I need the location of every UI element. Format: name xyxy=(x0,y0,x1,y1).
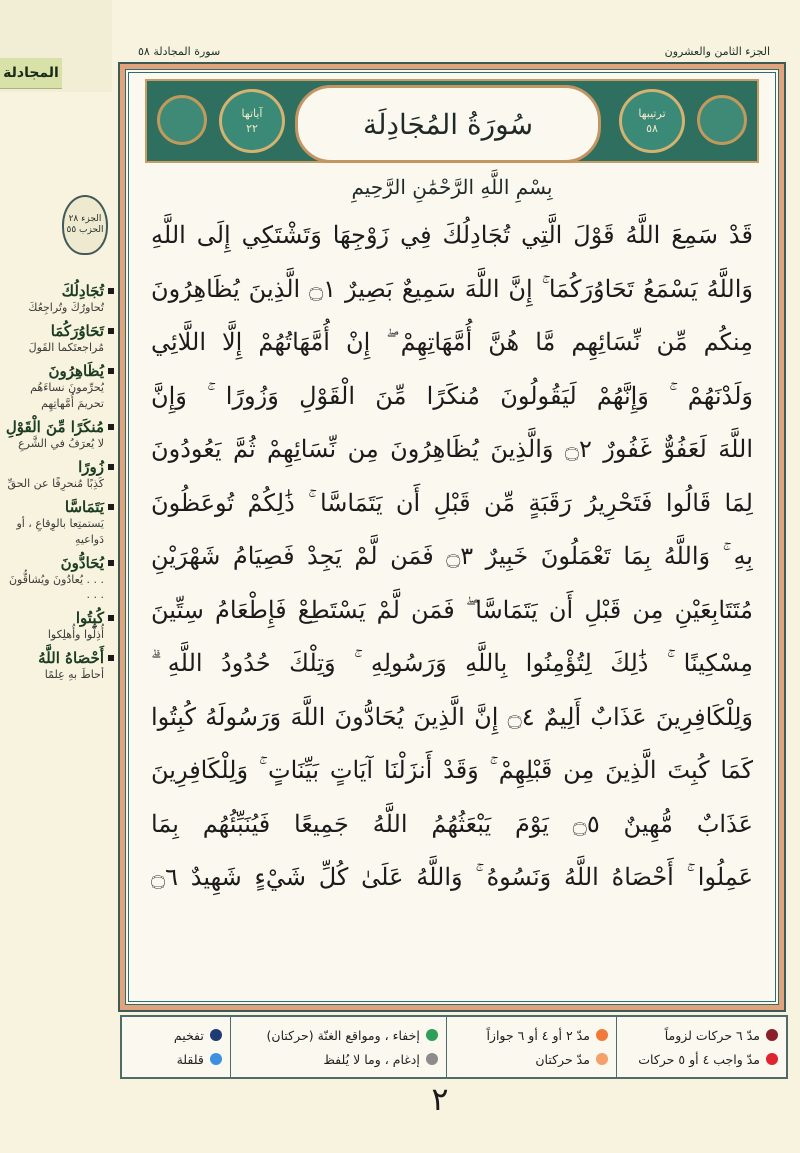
header-surah: سورة المجادلة ٥٨ xyxy=(134,45,224,63)
glossary-definition: تُحاورُكَ وتُراجِعُكَ xyxy=(28,301,104,314)
bullet-icon xyxy=(108,655,114,661)
legend-column xyxy=(616,1017,786,1077)
juz-medallion xyxy=(62,195,108,255)
glossary-term: يُحَادُّونَ xyxy=(60,553,104,572)
ayat-count-value: ٢٢ xyxy=(246,122,258,135)
legend-item xyxy=(455,1052,608,1067)
glossary-entry xyxy=(2,362,114,412)
glossary-entry xyxy=(2,609,114,643)
legend-column xyxy=(122,1017,230,1077)
quran-page-frame xyxy=(118,62,786,1012)
legend-item xyxy=(625,1028,778,1043)
color-dot-icon xyxy=(426,1029,438,1041)
verse-line: قَدْ سَمِعَ اللَّهُ قَوْلَ الَّتِي تُجَادِلُكَ فِي زَوْجِهَا وَتَشْتَكِي إِلَى اللَّهِ xyxy=(151,221,753,249)
legend-item xyxy=(239,1052,438,1067)
glossary-definition: يَستمتِعا بالوِقاعِ ، أو دَواعيهِ xyxy=(16,516,104,546)
ornament-icon xyxy=(697,95,747,145)
glossary-definition: كَذِبًا مُنحرِفًا عن الحقِّ xyxy=(7,476,104,490)
ayat-count-medal xyxy=(219,89,285,153)
verse-line: اللَّهَ لَعَفُوٌّ غَفُورٌ ۝٢ وَالَّذِينَ يُظَاهِرُونَ مِن نِّسَائِهِمْ ثُمَّ يَعُودُونَ xyxy=(151,435,753,463)
surah-title-band xyxy=(145,79,759,163)
verse-line: وَلِلْكَافِرِينَ عَذَابٌ أَلِيمٌ ۝٤ إِنَّ الَّذِينَ يُحَادُّونَ اللَّهَ وَرَسُولَهُ كُبِتُوا xyxy=(151,702,753,731)
bullet-icon xyxy=(108,288,114,294)
legend-column xyxy=(230,1017,446,1077)
legend-label: مدّ واجب ٤ أو ٥ حركات xyxy=(638,1051,760,1067)
legend-item xyxy=(239,1028,438,1043)
glossary-term: يَتَمَاسَّا xyxy=(64,497,104,516)
glossary-sidebar xyxy=(2,282,114,689)
surah-title: سُورَةُ المُجَادِلَة xyxy=(295,85,601,163)
legend-item xyxy=(455,1028,608,1043)
surah-tab[interactable]: المجادلة xyxy=(0,58,62,89)
quran-page-body xyxy=(125,69,779,1005)
glossary-term: زُورًا xyxy=(78,457,104,476)
bullet-icon xyxy=(108,504,114,510)
legend-label: قلقلة xyxy=(176,1051,204,1067)
bullet-icon xyxy=(108,368,114,374)
verse-line: عَذَابٌ مُّهِينٌ ۝٥ يَوْمَ يَبْعَثُهُمُ اللَّهُ جَمِيعًا فَيُنَبِّئُهُم بِمَا xyxy=(151,809,753,838)
legend-label: إدغام ، وما لا يُلفظ xyxy=(323,1051,420,1067)
verse-line: وَاللَّهُ يَسْمَعُ تَحَاوُرَكُمَا ۚ إِنَّ اللَّهَ سَمِيعٌ بَصِيرٌ ۝١ الَّذِينَ يُظَاهِرُونَ xyxy=(151,274,753,303)
basmala: بِسْمِ اللَّهِ الرَّحْمَٰنِ الرَّحِيمِ xyxy=(351,175,553,199)
color-dot-icon xyxy=(766,1053,778,1065)
glossary-entry xyxy=(2,282,114,316)
bullet-icon xyxy=(108,424,114,430)
legend-column xyxy=(446,1017,616,1077)
tajweed-legend xyxy=(120,1015,788,1079)
glossary-term: مُنكَرًا مِّنَ الْقَوْلِ xyxy=(5,417,104,436)
legend-label: مدّ ٦ حركات لزوماً xyxy=(664,1027,760,1043)
color-dot-icon xyxy=(210,1029,222,1041)
color-dot-icon xyxy=(766,1029,778,1041)
color-dot-icon xyxy=(596,1029,608,1041)
glossary-term: يُظَاهِرُونَ xyxy=(48,361,104,380)
verse-line: مِسْكِينًا ۚ ذَٰلِكَ لِتُؤْمِنُوا بِاللَّهِ وَرَسُولِهِ ۚ وَتِلْكَ حُدُودُ اللَّهِ ۗ xyxy=(151,649,753,677)
legend-label: مدّ حركتان xyxy=(535,1051,590,1067)
verse-line: بِهِ ۚ وَاللَّهُ بِمَا تَعْمَلُونَ خَبِيرٌ ۝٣ فَمَن لَّمْ يَجِدْ فَصِيَامُ شَهْرَيْنِ xyxy=(151,542,753,570)
page-number: ٢ xyxy=(431,1080,449,1118)
bullet-icon xyxy=(108,464,114,470)
juz-label: الجزء ٢٨ الحزب ٥٥ xyxy=(66,214,104,235)
verse-line: عَمِلُوا ۚ أَحْصَاهُ اللَّهُ وَنَسُوهُ ۚ وَاللَّهُ عَلَىٰ كُلِّ شَيْءٍ شَهِيدٌ ۝٦ xyxy=(151,863,753,891)
surah-order-medal xyxy=(619,89,685,153)
glossary-entry xyxy=(2,418,114,452)
glossary-term: أَحْصَاهُ اللَّهُ xyxy=(38,649,104,668)
verse-line: كَمَا كُبِتَ الَّذِينَ مِن قَبْلِهِمْ ۚ وَقَدْ أَنزَلْنَا آيَاتٍ بَيِّنَاتٍ ۚ وَلِلْكَافِرِينَ xyxy=(151,756,753,784)
legend-item xyxy=(130,1052,222,1067)
verse-line: لِمَا قَالُوا فَتَحْرِيرُ رَقَبَةٍ مِّن قَبْلِ أَن يَتَمَاسَّا ۚ ذَٰلِكُمْ تُوعَظُونَ xyxy=(151,488,753,517)
surah-order-value: ٥٨ xyxy=(646,122,658,135)
bullet-icon xyxy=(108,328,114,334)
ayat-count-label: آياتها xyxy=(241,106,263,120)
color-dot-icon xyxy=(210,1053,222,1065)
glossary-definition: لا يُعرَفُ في الشَّرعِ xyxy=(18,436,104,450)
header-juz: الجزء الثامن والعشرون xyxy=(661,45,774,63)
verse-line: وَلَدْنَهُمْ ۚ وَإِنَّهُمْ لَيَقُولُونَ مُنكَرًا مِّنَ الْقَوْلِ وَزُورًا ۚ وَإِنَّ xyxy=(151,381,753,410)
page-header xyxy=(128,45,780,63)
glossary-definition: أحاطَ بهِ عِلمًا xyxy=(44,668,104,682)
glossary-definition: مُراجعتَكما القَولَ xyxy=(28,340,104,354)
ornament-icon xyxy=(157,95,207,145)
legend-item xyxy=(130,1028,222,1043)
surah-order-label: ترتيبها xyxy=(638,106,666,120)
glossary-definition: . . . يُعادُونَ ويُشاقُّونَ . . . xyxy=(8,572,104,602)
glossary-term: تُجَادِلُكَ xyxy=(61,282,104,300)
bullet-icon xyxy=(108,560,114,566)
glossary-entry xyxy=(2,649,114,683)
glossary-entry xyxy=(2,498,114,548)
glossary-definition: يُحرِّمونَ نساءَهُم تحريمَ أُمَّهاتِهِم xyxy=(30,380,104,410)
verse-line: مِنكُم مِّن نِّسَائِهِم مَّا هُنَّ أُمَّهَاتِهِمْ ۖ إِنْ أُمَّهَاتُهُمْ إِلَّا اللَّائِي xyxy=(151,328,753,356)
glossary-entry xyxy=(2,554,114,604)
glossary-term: تَحَاوُرَكُمَا xyxy=(50,321,104,340)
legend-label: تفخيم xyxy=(173,1027,204,1043)
glossary-entry xyxy=(2,322,114,356)
glossary-definition: أُذِلُّوا وأُهلِكوا xyxy=(47,628,104,642)
color-dot-icon xyxy=(596,1053,608,1065)
glossary-entry xyxy=(2,458,114,492)
legend-label: مدّ ٢ أو ٤ أو ٦ جوازاً xyxy=(486,1027,590,1043)
verse-line: مُتَتَابِعَيْنِ مِن قَبْلِ أَن يَتَمَاسَّا ۖ فَمَن لَّمْ يَسْتَطِعْ فَإِطْعَامُ سِتِّينَ xyxy=(151,595,753,624)
bullet-icon xyxy=(108,615,114,621)
color-dot-icon xyxy=(426,1053,438,1065)
glossary-term: كُبِتُوا xyxy=(75,609,104,628)
verse-text-block xyxy=(151,209,753,905)
legend-item xyxy=(625,1052,778,1067)
legend-label: إخفاء ، ومواقع الغنّة (حركتان) xyxy=(266,1027,420,1043)
